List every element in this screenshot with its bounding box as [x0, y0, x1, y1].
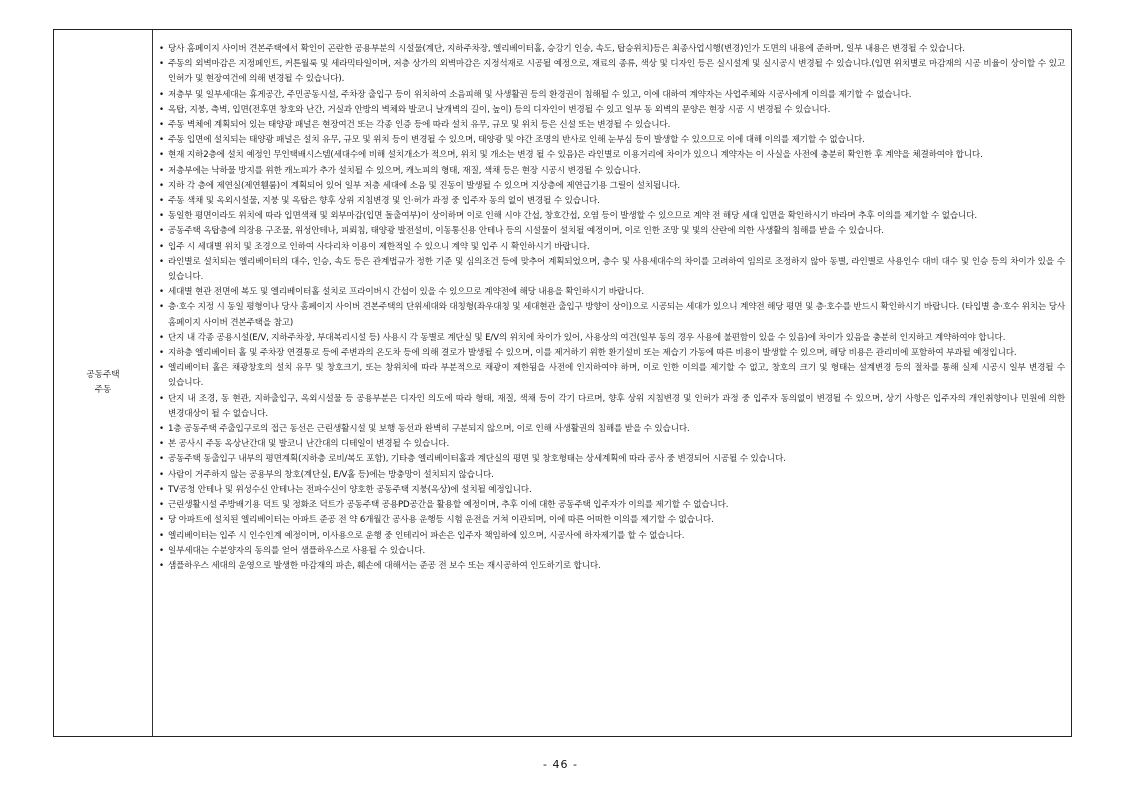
note-item: • 층·호수 지정 시 동일 평형이나 당사 홈페이지 사이버 견본주택의 단위세대와 대칭형(좌우대칭 및 세대현관 출입구 방향이 상이)으로 시공되는 세대가 있으니 계약전 해당 평면 및 층·호수를 반드시 확인하시기 바랍니다. (타입별 층·호수 위치는 당사 홈페이지 사이버 견본주택을 참고)	[159, 300, 1065, 330]
note-item: • 지하층 엘리베이터 홀 및 주차장 연결통로 등에 주변과의 온도차 등에 의해 결로가 발생될 수 있으며, 이를 제거하기 위한 환기설비 또는 제습기 가동에 따른 비용이 발생할 수 있으며, 해당 비용은 관리비에 포함하여 부과될 예정입니다.	[159, 346, 1065, 361]
notice-table	[53, 29, 1072, 737]
note-item: • 1층 공동주택 주출입구로의 접근 동선은 근린생활시설 및 보행 동선과 완벽히 구분되지 않으며, 이로 인해 사생활권의 침해를 받을 수 있습니다.	[159, 422, 1065, 437]
note-item: • 샘플하우스 세대의 운영으로 발생한 마감재의 파손, 훼손에 대해서는 준공 전 보수 또는 재시공하여 인도하기로 합니다.	[159, 559, 1065, 574]
note-item: • 주동 색채 및 옥외시설물, 지붕 및 옥탑은 향후 상위 지침변경 및 인·허가 과정 중 입주자 동의 없이 변경될 수 있습니다.	[159, 194, 1065, 209]
note-item: • 공동주택 옥탑층에 의장용 구조물, 위성안테나, 피뢰침, 태양광 발전설비, 이동통신용 안테나 등의 시설물이 설치될 예정이며, 이로 인한 조망 및 빛의 산란에 의한 사생활의 침해를 받을 수 있습니다.	[159, 224, 1065, 239]
note-item: • 라인별로 설치되는 엘리베이터의 대수, 인승, 속도 등은 관계법규가 정한 기준 및 심의조건 등에 맞추어 계획되었으며, 층수 및 사용세대수의 차이를 고려하여 임의로 조정하지 않아 동별, 라인별로 사용인수 대비 대수 및 인승 등의 차이가 있을 수 있습니다.	[159, 255, 1065, 285]
note-item: • 일부세대는 수분양자의 동의를 얻어 샘플하우스로 사용될 수 있습니다.	[159, 544, 1065, 559]
note-item: • 엘리베이터는 입주 시 인수인계 예정이며, 이사용으로 운행 중 인테리어 파손은 입주자 책임하에 있으며, 시공사에 하자제기를 할 수 없습니다.	[159, 529, 1065, 544]
category-label-line2: 주동	[94, 385, 112, 395]
note-item: • 근린생활시설 주방배기용 덕트 및 정화조 덕트가 공동주택 공용PD공간을 활용할 예정이며, 추후 이에 대한 공동주택 입주자가 이의를 제기할 수 없습니다.	[159, 498, 1065, 513]
note-item: • 사람이 거주하지 않는 공용부의 창호(계단실, E/V홀 등)에는 방충망이 설치되지 않습니다.	[159, 468, 1065, 483]
note-item: • 본 공사시 주동 옥상난간대 및 발코니 난간대의 디테일이 변경될 수 있습니다.	[159, 437, 1065, 452]
category-cell	[54, 30, 153, 736]
note-item: • TV공청 안테나 및 위성수신 안테나는 전파수신이 양호한 공동주택 지붕(옥상)에 설치될 예정입니다.	[159, 483, 1065, 498]
note-item: • 공동주택 동출입구 내부의 평면계획(지하층 로비/복도 포함), 기타층 엘리베이터홀과 계단실의 평면 및 창호형태는 상세계획에 따라 공사 중 변경되어 시공될 수 있습니다.	[159, 452, 1065, 467]
note-item: • 현재 지하2층에 설치 예정인 무인택배시스템(세대수에 비해 설치개소가 적으며, 위치 및 개소는 변경 될 수 있음)은 라인별로 이용거리에 차이가 있으니 계약자는 이 사실을 사전에 충분히 확인한 후 계약을 체결하여야 합니다.	[159, 148, 1065, 163]
note-item: • 지하 각 층에 제연실(제연휀룸)이 계획되어 있어 일부 저층 세대에 소음 및 진동이 발생될 수 있으며 지상층에 제연급기용 그릴이 설치됩니다.	[159, 179, 1065, 194]
note-item: • 저층부 및 일부세대는 휴게공간, 주민공동시설, 주차장 출입구 등이 위치하여 소음피해 및 사생활권 등의 환경권이 침해될 수 있고, 이에 대하여 계약자는 사업주체와 시공사에게 이의를 제기할 수 없습니다.	[159, 88, 1065, 103]
note-item: • 저층부에는 낙하물 방지를 위한 캐노피가 추가 설치될 수 있으며, 캐노피의 형태, 재질, 색채 등은 현장 시공시 변경될 수 있습니다.	[159, 164, 1065, 179]
note-item: • 입주 시 세대별 위치 및 조경으로 인하여 사다리차 이용이 제한적일 수 있으니 계약 및 입주 시 확인하시기 바랍니다.	[159, 240, 1065, 255]
notes-list	[159, 42, 1065, 574]
category-label-line1: 공동주택	[86, 370, 120, 380]
notes-cell	[153, 30, 1071, 736]
note-item: • 주동 입면에 설치되는 태양광 패널은 설치 유무, 규모 및 위치 등이 변경될 수 있으며, 태양광 및 야간 조명의 반사로 인해 눈부심 등이 발생할 수 있으므로 이에 대해 이의를 제기할 수 없습니다.	[159, 133, 1065, 148]
note-item: • 주동의 외벽마감은 지정페인트, 커튼월룩 및 세라믹타일이며, 저층 상가의 외벽마감은 지정석재로 시공될 예정으로, 재료의 종류, 색상 및 디자인 등은 실시설계 및 실시공시 변경될 수 있습니다.(입면 위치별로 마감재의 시공 비율이 상이할 수 있고 인허가 및 현장여건에 의해 변경될 수 있습니다).	[159, 57, 1065, 87]
page-number: - 46 -	[543, 758, 578, 771]
note-item: • 동일한 평면이라도 위치에 따라 입면색채 및 외부마감(입면 돌출여부)이 상이하며 이로 인해 시야 간섭, 창호간섭, 오염 등이 발생할 수 있으므로 계약 전 해당 세대 입면을 확인하시기 바라며 추후 이의를 제기할 수 없습니다.	[159, 209, 1065, 224]
note-item: • 엘리베이터 홀은 채광창호의 설치 유무 및 창호크기, 또는 창위치에 따라 부분적으로 채광이 제한됨을 사전에 인지하여야 하며, 이로 인한 이의를 제기할 수 없고, 창호의 크기 및 형태는 설계변경 등의 절차를 통해 실제 시공시 일부 변경될 수 있습니다.	[159, 361, 1065, 391]
note-item: • 옥탑, 지붕, 측벽, 입면(전후면 창호와 난간, 거실과 안방의 벽체와 발코니 날개벽의 길이, 높이) 등의 디자인이 변경될 수 있고 일부 동 외벽의 문양은 현장 시공 시 변경될 수 있습니다.	[159, 103, 1065, 118]
note-item: • 단지 내 조경, 동 현관, 지하출입구, 옥외시설물 등 공용부분은 디자인 의도에 따라 형태, 재질, 색채 등이 각기 다르며, 향후 상위 지침변경 및 인허가 과정 중 입주자 동의없이 변경될 수 있으며, 상기 사항은 입주자의 개인취향이나 민원에 의한 변경대상이 될 수 없습니다.	[159, 392, 1065, 422]
note-item: • 당사 홈페이지 사이버 견본주택에서 확인이 곤란한 공용부분의 시설물(계단, 지하주차장, 엘리베이터홀, 승강기 인승, 속도, 탑승위치)등은 최종사업시행(변경)인가 도면의 내용에 준하며, 일부 내용은 변경될 수 있습니다.	[159, 42, 1065, 57]
note-item: • 세대별 현관 전면에 복도 및 엘리베이터홀 설치로 프라이버시 간섭이 있을 수 있으므로 계약전에 해당 내용을 확인하시기 바랍니다.	[159, 285, 1065, 300]
note-item: • 당 아파트에 설치된 엘리베이터는 아파트 준공 전 약 6개월간 공사용 운행등 시험 운전을 거쳐 이관되며, 이에 따른 어떠한 이의를 제기할 수 없습니다.	[159, 513, 1065, 528]
note-item: • 단지 내 각종 공용시설(E/V, 지하주차장, 부대복리시설 등) 사용시 각 동별로 계단실 및 E/V의 위치에 차이가 있어, 사용상의 여건(일부 동의 경우 사용에 불편함이 있을 수 있음)에 차이가 있음을 충분히 인지하고 계약하여야 합니다.	[159, 331, 1065, 346]
note-item: • 주동 벽체에 계획되어 있는 태양광 패널은 현장여건 또는 각종 인증 등에 따라 설치 유무, 규모 및 위치 등은 신설 또는 변경될 수 있습니다.	[159, 118, 1065, 133]
